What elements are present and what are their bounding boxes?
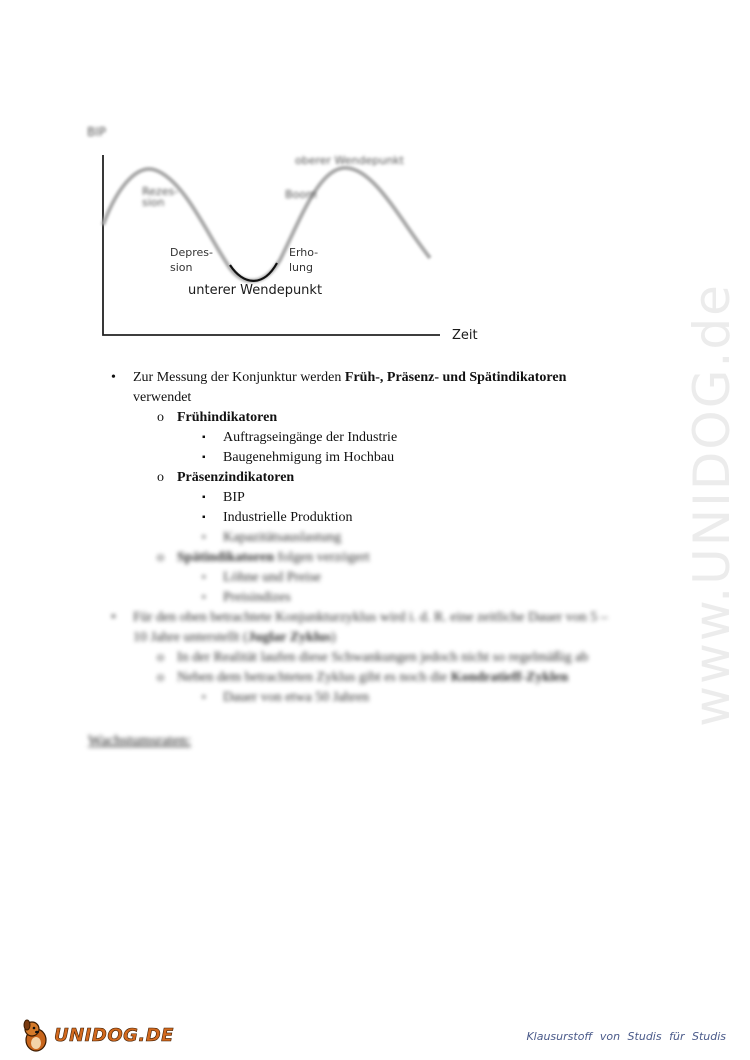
list-item: ▪ Kapazitätsauslastung [202, 530, 342, 545]
depression-label: Depres- sion [170, 246, 213, 274]
list-item: ▪ Industrielle Produktion [202, 510, 353, 525]
upper-turning-point-label: oberer Wendepunkt [295, 154, 404, 167]
section-heading: Wachstumsraten: [88, 733, 191, 749]
list-item: ▪ Dauer von etwa 50 Jahren [202, 690, 370, 705]
recession-label: Rezes- sion [142, 185, 179, 209]
x-axis-label: Zeit [452, 328, 478, 343]
unidog-logo[interactable] [22, 1016, 174, 1054]
duration-sub-kondratieff: o Neben dem betrachteten Zyklus gibt es noch die Kondratieff-Zyklen [157, 670, 569, 685]
business-cycle-diagram [85, 120, 485, 350]
list-item: ▪ Löhne und Preise [202, 570, 321, 585]
gdp-wave-trough [230, 263, 277, 281]
watermark: www.UNIDOG.de [683, 283, 741, 727]
y-axis [103, 155, 440, 335]
list-item: ▪ Auftragseingänge der Industrie [202, 430, 398, 445]
diagram-graphic [85, 120, 485, 350]
bullet-measure: • Zur Messung der Konjunktur werden Früh-, Präsenz- und Spätindikatoren [105, 368, 665, 388]
list-item: ▪ Preisindizes [202, 590, 291, 605]
recovery-label: Erho- lung [289, 246, 319, 274]
bullet-duration: • Für den oben betrachtete Konjunkturzyklus wird i. d. R. eine zeitliche Dauer von 5 – [111, 610, 608, 625]
footer-tagline: Klausurstoff von Studis für Studis [526, 1030, 726, 1043]
bullet-duration-continuation: 10 Jahre unterstellt (Juglar Zyklus) [133, 630, 336, 645]
dog-icon [22, 1016, 56, 1054]
document-body [105, 368, 665, 708]
logo-text: UNIDOG.DE [54, 1025, 174, 1046]
praesenzindikatoren-heading: o Präsenzindikatoren [157, 470, 295, 485]
spaetindikatoren-heading: o Spätindikatoren folgen verzögert [157, 550, 370, 565]
list-item: ▪ BIP [202, 490, 245, 505]
bullet-measure-continuation: verwendet [133, 390, 192, 405]
bullet-marker: • [111, 370, 116, 385]
y-axis-label: BIP [87, 125, 107, 139]
duration-sub-reality: o In der Realität laufen diese Schwankungen jedoch nicht so regelmäßig ab [157, 650, 589, 665]
boom-label: Boom [285, 188, 317, 201]
list-item: ▪ Baugenehmigung im Hochbau [202, 450, 395, 465]
lower-turning-point-label: unterer Wendepunkt [188, 283, 323, 298]
fruehindikatoren-heading: o Frühindikatoren [157, 410, 278, 425]
